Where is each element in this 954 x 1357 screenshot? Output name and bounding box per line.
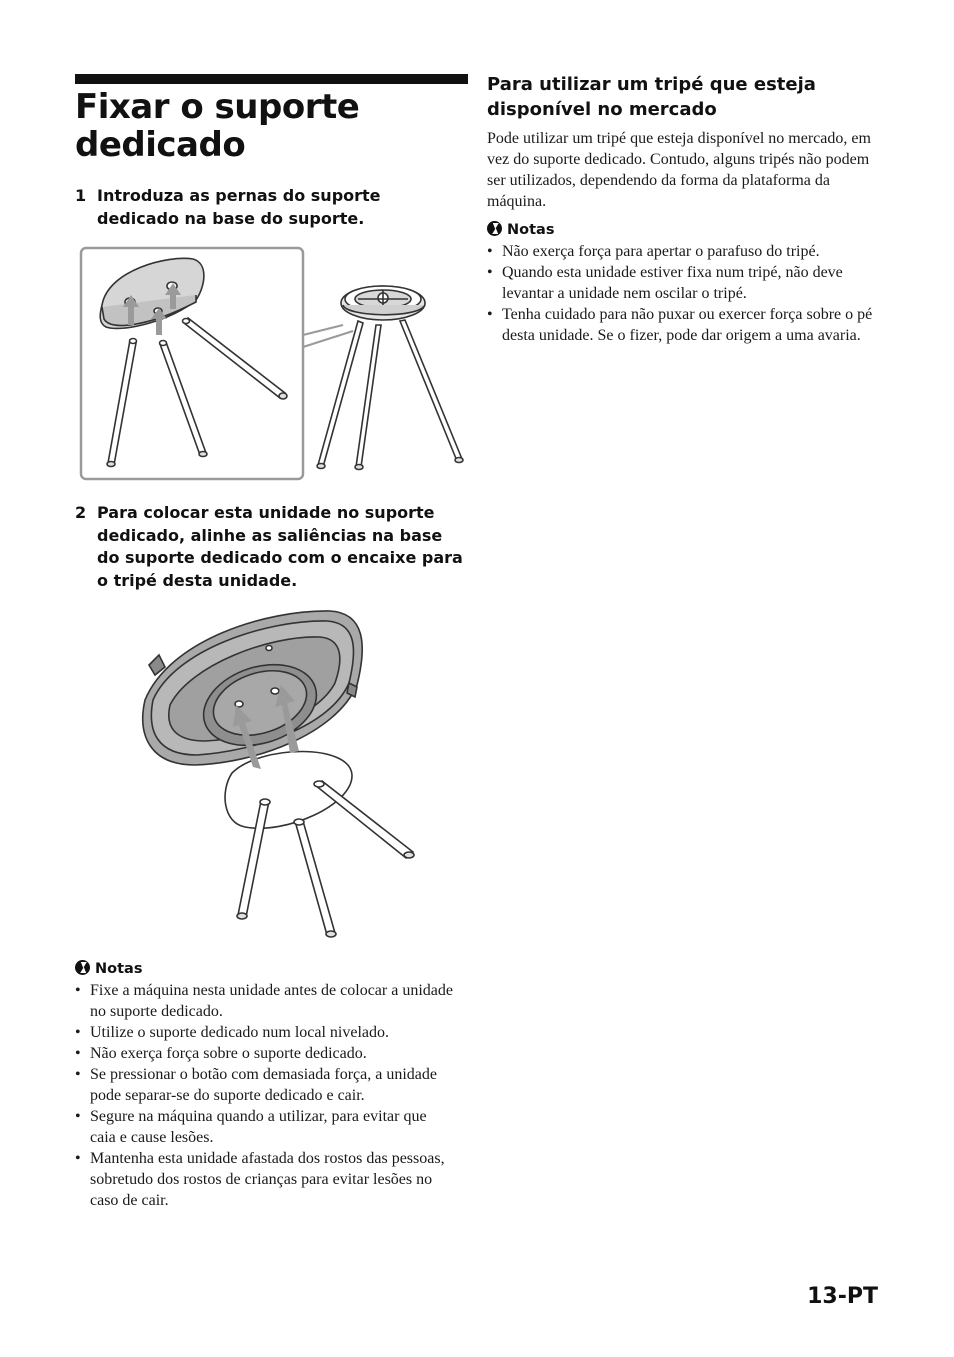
list-item: • Não exerça força sobre o suporte dedicado. — [75, 1043, 455, 1064]
step-2 — [75, 502, 468, 594]
title-rule — [75, 74, 468, 84]
list-item: • Fixe a máquina nesta unidade antes de colocar a unidade no suporte dedicado. — [75, 980, 455, 1022]
step-2-text: Para colocar esta unidade no suporte dedicado, alinhe as saliências na base do suporte dedicado com o encaixe para o tripé desta unidade. — [97, 503, 463, 590]
notes-heading-left: Notas — [75, 959, 142, 979]
list-item: • Não exerça força para apertar o parafuso do tripé. — [487, 241, 877, 262]
notes-heading-right: Notas — [487, 220, 554, 240]
list-item: • Utilize o suporte dedicado num local nivelado. — [75, 1022, 455, 1043]
step-1-text: Introduza as pernas do suporte dedicado na base do suporte. — [97, 186, 381, 228]
page-number: 13-PT — [807, 1284, 878, 1309]
step-1 — [75, 185, 468, 231]
list-item: • Segure na máquina quando a utilizar, para evitar que caia e cause lesões. — [75, 1106, 455, 1148]
list-item: • Mantenha esta unidade afastada dos rostos das pessoas, sobretudo dos rostos de crianças para evitar lesões no caso de cair. — [75, 1148, 455, 1211]
section-body-tripod: Pode utilizar um tripé que esteja disponível no mercado, em vez do suporte dedicado. Contudo, alguns tripés não podem ser utilizados, dependendo da forma da plataforma da máquina. — [487, 130, 871, 210]
note-icon — [75, 960, 90, 975]
note-icon — [487, 221, 502, 236]
list-item: • Se pressionar o botão com demasiada força, a unidade pode separar-se do suporte dedicado e cair. — [75, 1064, 455, 1106]
step-1-number: 1 — [75, 186, 87, 205]
notes-list-left — [75, 980, 455, 1211]
list-item: • Tenha cuidado para não puxar ou exercer força sobre o pé desta unidade. Se o fizer, pode dar origem a uma avaria. — [487, 304, 877, 346]
figure-unit-on-stand — [135, 605, 425, 945]
notes-list-right — [487, 241, 877, 346]
page-title: Fixar o suporte dedicado — [75, 87, 360, 165]
step-2-number: 2 — [75, 503, 87, 522]
figure-stand-assembly — [78, 245, 468, 485]
section-heading-tripod: Para utilizar um tripé que esteja disponível no mercado — [487, 74, 816, 120]
list-item: • Quando esta unidade estiver fixa num tripé, não deve levantar a unidade nem oscilar o tripé. — [487, 262, 877, 304]
